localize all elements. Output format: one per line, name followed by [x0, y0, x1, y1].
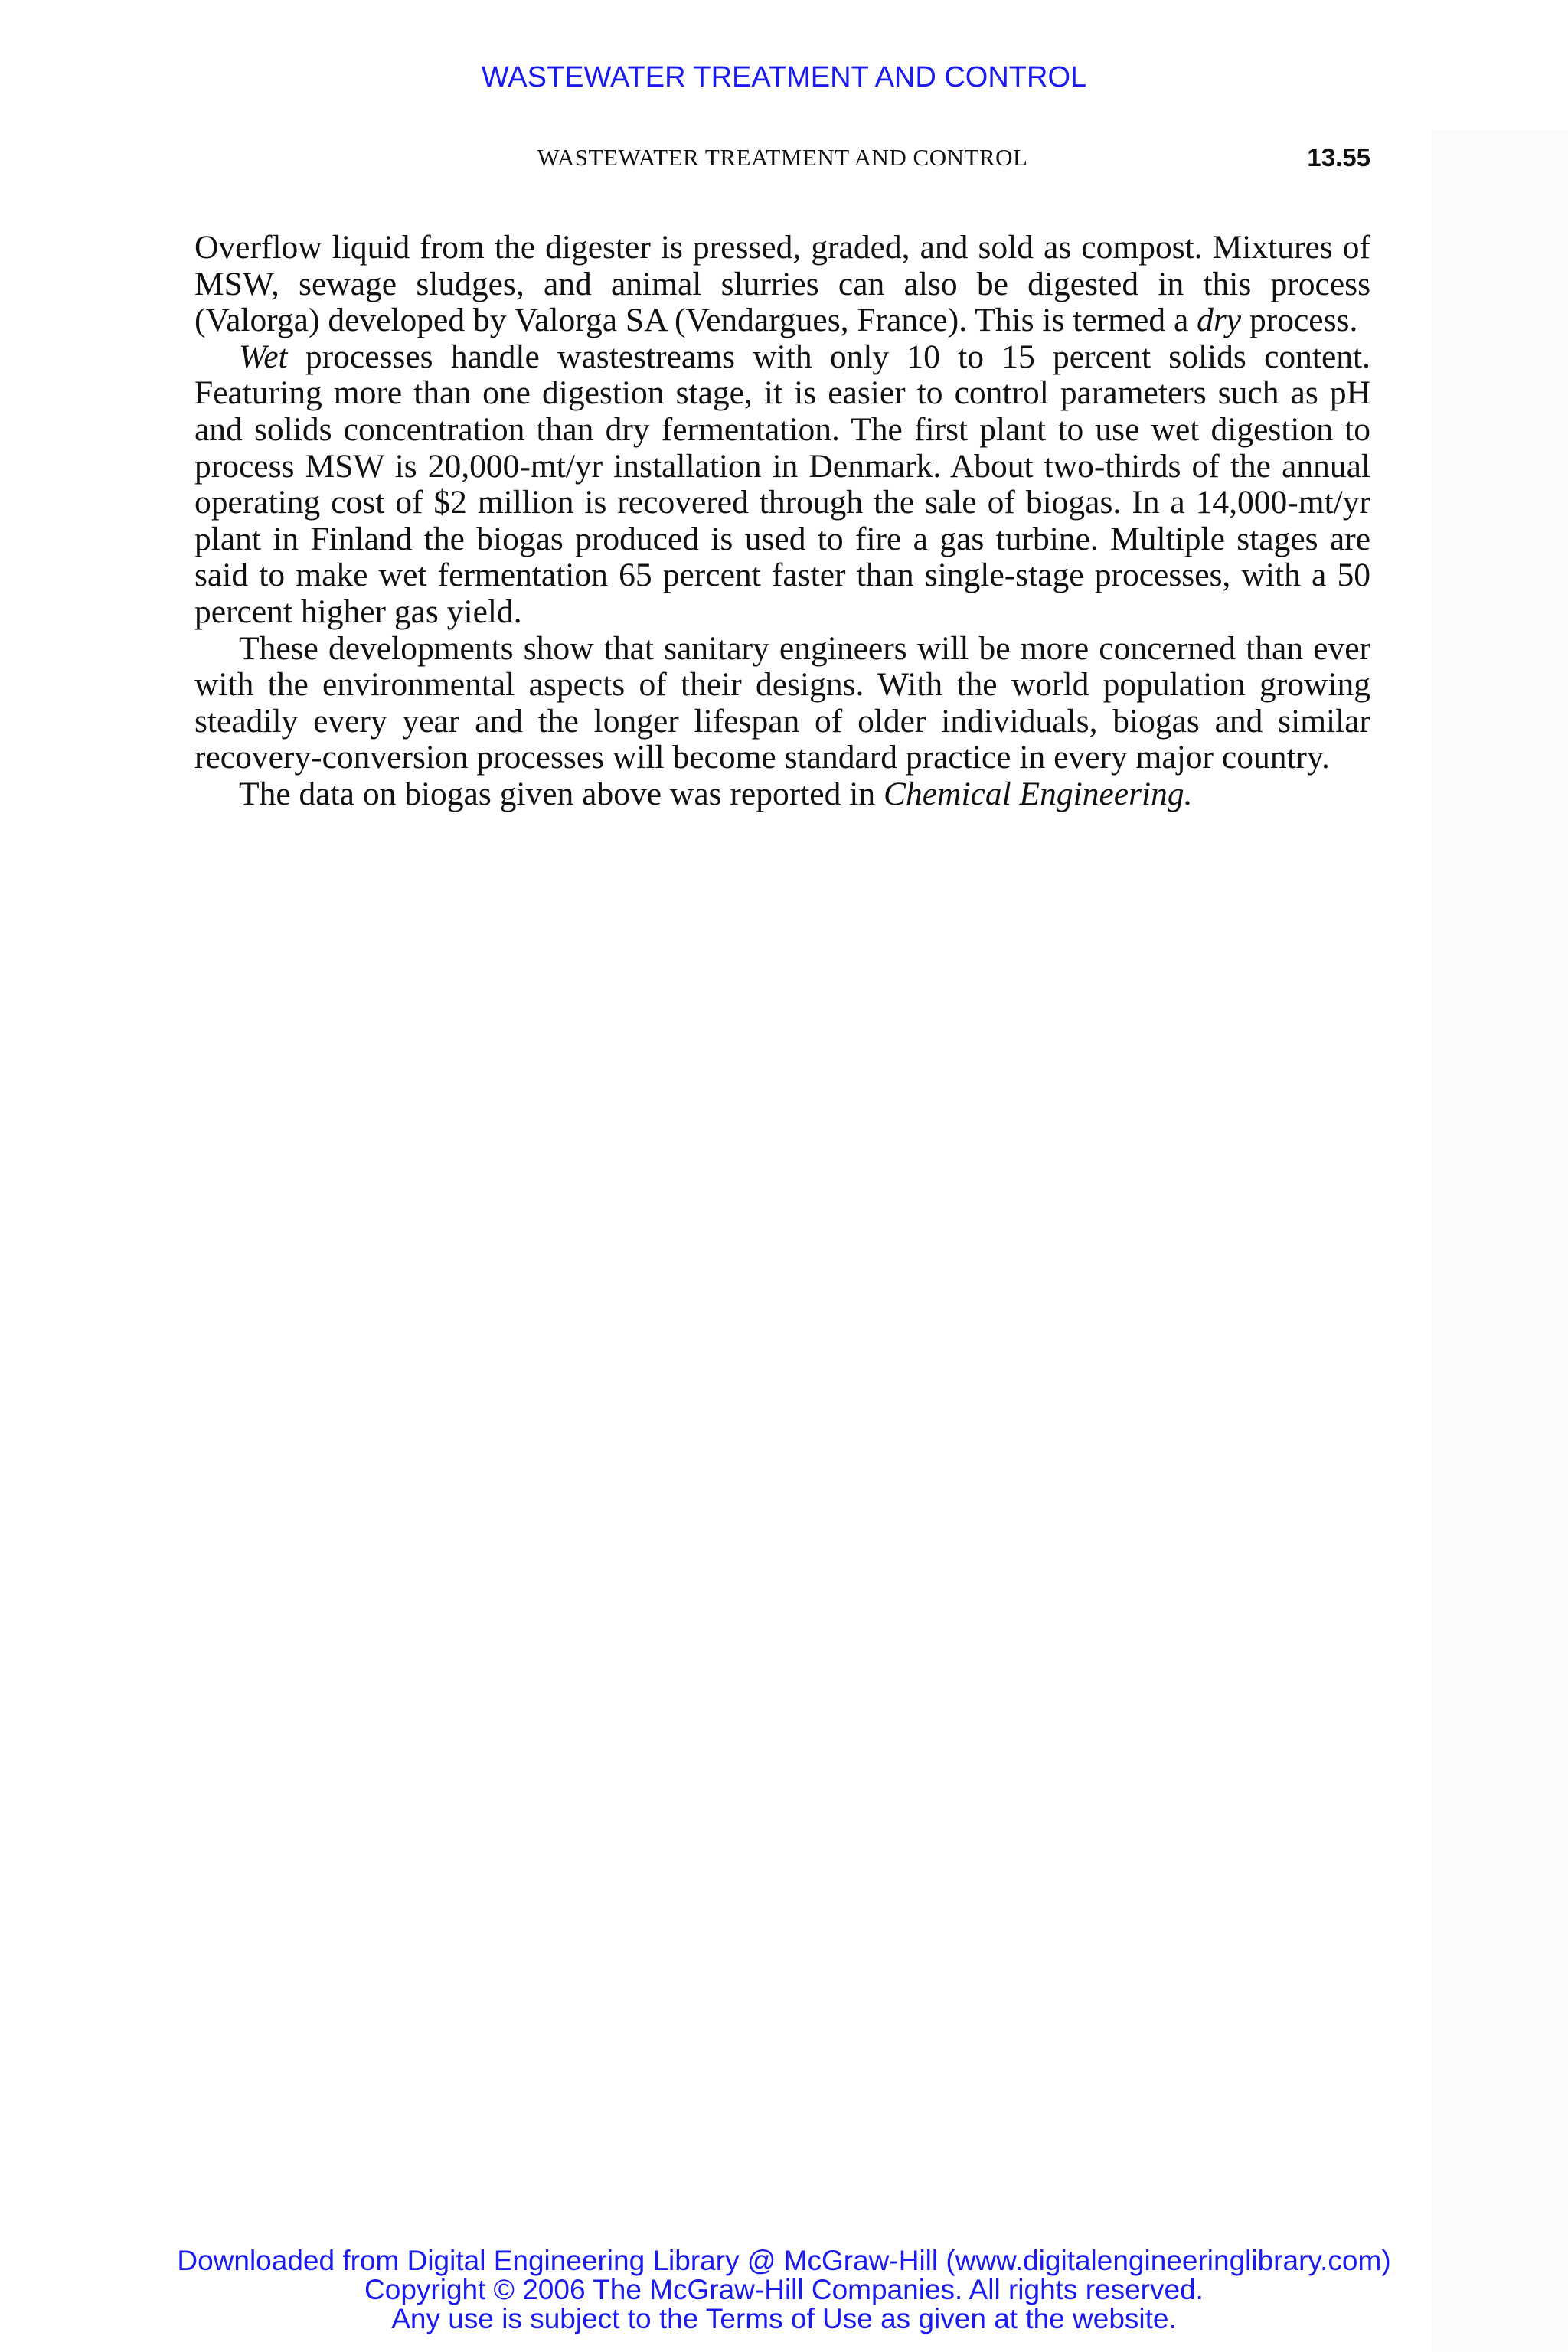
body-text	[194, 230, 1370, 813]
paragraph-1-text-b: process.	[1241, 302, 1358, 339]
page-number: 13.55	[1307, 143, 1370, 172]
paragraph-1-text-a: Overflow liquid from the digester is pressed, graded, and sold as compost. Mixtures of MSW, sewage sludges, and animal slurries can also be digested in this process (Valorga) developed by Valorga SA (Vendargues, France). This is termed a	[194, 229, 1370, 339]
paragraph-3-text: These developments show that sanitary engineers will be more concerned than ever with the environmental aspects of their designs. With the world population growing steadily every year and the longer lifespan of older individuals, biogas and similar recovery-conversion processes will become standard practice in every major country.	[194, 629, 1370, 776]
paragraph-4-emphasis: Chemical Engineering.	[883, 775, 1193, 812]
paragraph-3	[194, 631, 1370, 776]
footer-copyright[interactable]: Copyright © 2006 The McGraw-Hill Companies. All rights reserved.	[364, 2274, 1204, 2305]
paragraph-4-text: The data on biogas given above was reported in	[239, 775, 884, 812]
page-edge-shade	[1432, 130, 1568, 2352]
paragraph-2-emphasis: Wet	[239, 338, 288, 375]
chapter-title-link[interactable]: WASTEWATER TREATMENT AND CONTROL	[481, 61, 1087, 93]
paragraph-4	[194, 776, 1370, 813]
paragraph-2-text: processes handle wastestreams with only 10 to 15 percent solids content. Featuring more than one digestion stage, it is easier to control parameters such as pH and solids concentration than dry fermentation. The first plant to use wet digestion to process MSW is 20,000-mt/yr installation in Denmark. About two-thirds of the annual operating cost of $2 million is recovered through the sale of biogas. In a 14,000-mt/yr plant in Finland the biogas produced is used to fire a gas turbine. Multiple stages are said to make wet fermentation 65 percent faster than single-stage processes, with a 50 percent higher gas yield.	[194, 338, 1370, 630]
running-head-title: WASTEWATER TREATMENT AND CONTROL	[537, 144, 1028, 171]
footer	[0, 2246, 1568, 2334]
footer-terms-of-use[interactable]: Any use is subject to the Terms of Use as given at the website.	[391, 2303, 1177, 2334]
paragraph-1-emphasis: dry	[1197, 302, 1242, 339]
footer-download-link[interactable]: Downloaded from Digital Engineering Library @ McGraw-Hill (www.digitalengineeringlibrary.com)	[177, 2245, 1391, 2276]
running-head	[194, 141, 1370, 175]
paragraph-2	[194, 339, 1370, 631]
paragraph-1	[194, 230, 1370, 339]
